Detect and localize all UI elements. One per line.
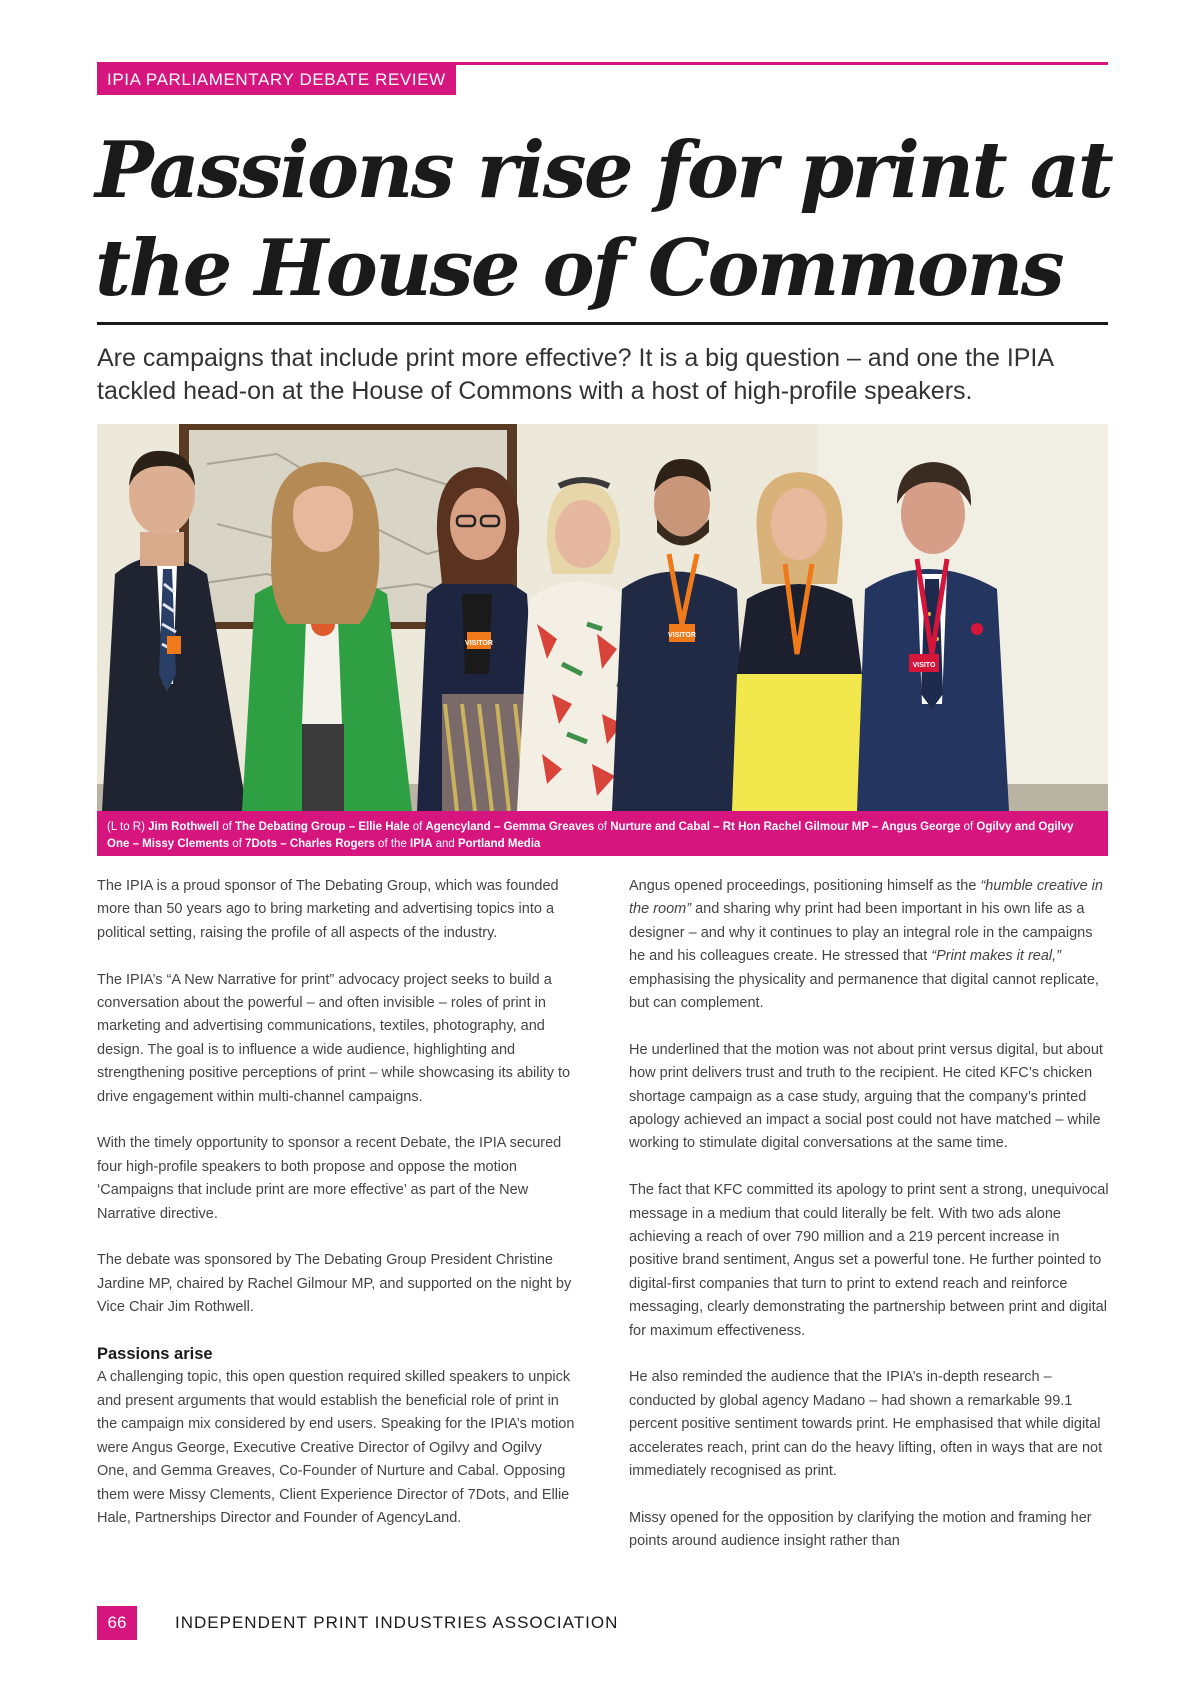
- body-paragraph: The IPIA is a proud sponsor of The Debating Group, which was founded more than 50 years ago to bring marketing and advertising topics into a political setting, raising the profile of all aspects of the industry.: [97, 878, 559, 941]
- caption-org: Agencyland: [425, 821, 491, 833]
- standfirst: Are campaigns that include print more effective? It is a big question – and one the IPIA tackled head-on at the House of Commons with a host of high-profile speakers.: [97, 344, 1053, 405]
- caption-separator: –: [709, 821, 723, 833]
- caption-name: Gemma Greaves: [503, 821, 595, 833]
- caption-text: and: [432, 838, 458, 850]
- caption-text: of the: [374, 838, 411, 850]
- page-number: 66: [97, 1606, 137, 1640]
- caption-separator: –: [129, 838, 143, 850]
- caption-text: of: [229, 838, 246, 850]
- caption-name: Jim Rothwell: [148, 821, 220, 833]
- body-text: and sharing why print had been important in his own life as a designer – and why it continues to play an integral role in the campaigns he and his colleagues create. He stressed that: [629, 901, 1093, 965]
- body-paragraph: A challenging topic, this open question required skilled speakers to unpick and present arguments that would establish the beneficial role of print in the campaign mix considered by end users. Speaking for the IPIA’s motion were Angus George, Executive Creative Director of Ogilvy and Ogilvy One, and Gemma Greaves, Co-Founder of Nurture and Cabal. Opposing them were Missy Clements, Client Experience Director of 7Dots, and Ellie Hale, Partnerships Director and Founder of AgencyLand.: [97, 1369, 575, 1526]
- body-paragraph: Missy opened for the opposition by clarifying the motion and framing her points around audience insight rather than: [629, 1509, 1092, 1550]
- caption-org: The Debating Group: [235, 821, 346, 833]
- caption-org: Portland Media: [457, 838, 541, 850]
- visitor-badge-1: VISITOR: [465, 640, 493, 647]
- visitor-badge-2: VISITOR: [668, 632, 696, 639]
- caption-lead: (L to R): [107, 821, 149, 833]
- body-paragraph: The IPIA’s “A New Narrative for print” advocacy project seeks to build a conversation about the powerful – and often invisible – roles of print in marketing and advertising communications, textiles, photography, and design. The goal is to influence a wide audience, highlighting and strengthening positive perceptions of print – while showcasing its ability to drive engagement within multi-channel campaigns.: [97, 971, 571, 1105]
- caption-org: IPIA: [410, 838, 433, 850]
- headline-line-1: Passions rise for print at: [95, 125, 1112, 216]
- caption-org: Nurture and Cabal: [610, 821, 710, 833]
- caption-text: of: [219, 821, 236, 833]
- caption-name: Rt Hon Rachel Gilmour MP: [722, 821, 869, 833]
- left-column: [97, 875, 577, 1530]
- headline-rule: [97, 322, 1108, 325]
- caption-org: Ogilvy and Ogilvy One: [107, 821, 1074, 850]
- headline: [95, 122, 1115, 318]
- caption-separator: –: [345, 821, 359, 833]
- caption-name: Missy Clements: [142, 838, 230, 850]
- footer-organisation: INDEPENDENT PRINT INDUSTRIES ASSOCIATION: [175, 1613, 619, 1632]
- group-photo: [97, 424, 1108, 811]
- caption-org: 7Dots: [245, 838, 278, 850]
- body-paragraph: He also reminded the audience that the IPIA’s in-depth research – conducted by global agency Madano – had shown a remarkable 99.1 percent positive sentiment towards print. He emphasised that while digital accelerates reach, print can do the heavy lifting, often in ways that are not immediately recognised as print.: [629, 1369, 1103, 1480]
- caption-name: Ellie Hale: [358, 821, 410, 833]
- caption-separator: –: [868, 821, 882, 833]
- caption-name: Angus George: [881, 821, 961, 833]
- body-paragraph: The debate was sponsored by The Debating Group President Christine Jardine MP, chaired by Rachel Gilmour MP, and supported on the night by Vice Chair Jim Rothwell.: [97, 1252, 572, 1316]
- headline-line-2: the House of Commons: [95, 223, 1063, 314]
- visitor-badge-3: VISITO: [912, 662, 936, 669]
- photo-caption: [97, 811, 1108, 856]
- caption-separator: –: [490, 821, 504, 833]
- subheading: Passions arise: [97, 1345, 213, 1364]
- caption-name: Charles Rogers: [289, 838, 375, 850]
- body-text: Angus opened proceedings, positioning himself as the: [629, 878, 981, 894]
- body-paragraph: The fact that KFC committed its apology to print sent a strong, unequivocal message in a medium that could literally be felt. With two ads alone achieving a reach of over 790 million and a 219 percent increase in positive brand sentiment, Angus set a powerful tone. He further pointed to digital-first companies that turn to print to extend reach and reinforce messaging, clearly demonstrating the partnership between print and digital for maximum effectiveness.: [629, 1182, 1109, 1339]
- caption-separator: –: [277, 838, 290, 850]
- body-paragraph: [629, 875, 1109, 1015]
- quote: “Print makes it real,”: [931, 948, 1061, 965]
- quote: “humble creative in the room”: [629, 878, 1103, 918]
- body-paragraph: He underlined that the motion was not about print versus digital, but about how print delivers trust and truth to the recipient. He cited KFC’s chicken shortage campaign as a case study, arguing that the company’s printed apology achieved an impact a social post could not have matched – while working to stimulate digital conversations at the same time.: [629, 1041, 1103, 1152]
- section-tag: IPIA PARLIAMENTARY DEBATE REVIEW: [97, 65, 456, 95]
- caption-text: of: [960, 821, 977, 833]
- body-text: emphasising the physicality and permanence that digital cannot replicate, but can complement.: [629, 971, 1099, 1012]
- group-photo-illustration: [97, 424, 1108, 811]
- right-column: [629, 875, 1109, 1554]
- body-paragraph: With the timely opportunity to sponsor a recent Debate, the IPIA secured four high-profile speakers to both propose and oppose the motion ‘Campaigns that include print are more effective’ as part of the New Narrative directive.: [97, 1135, 562, 1222]
- caption-text: of: [409, 821, 426, 833]
- caption-text: of: [594, 821, 611, 833]
